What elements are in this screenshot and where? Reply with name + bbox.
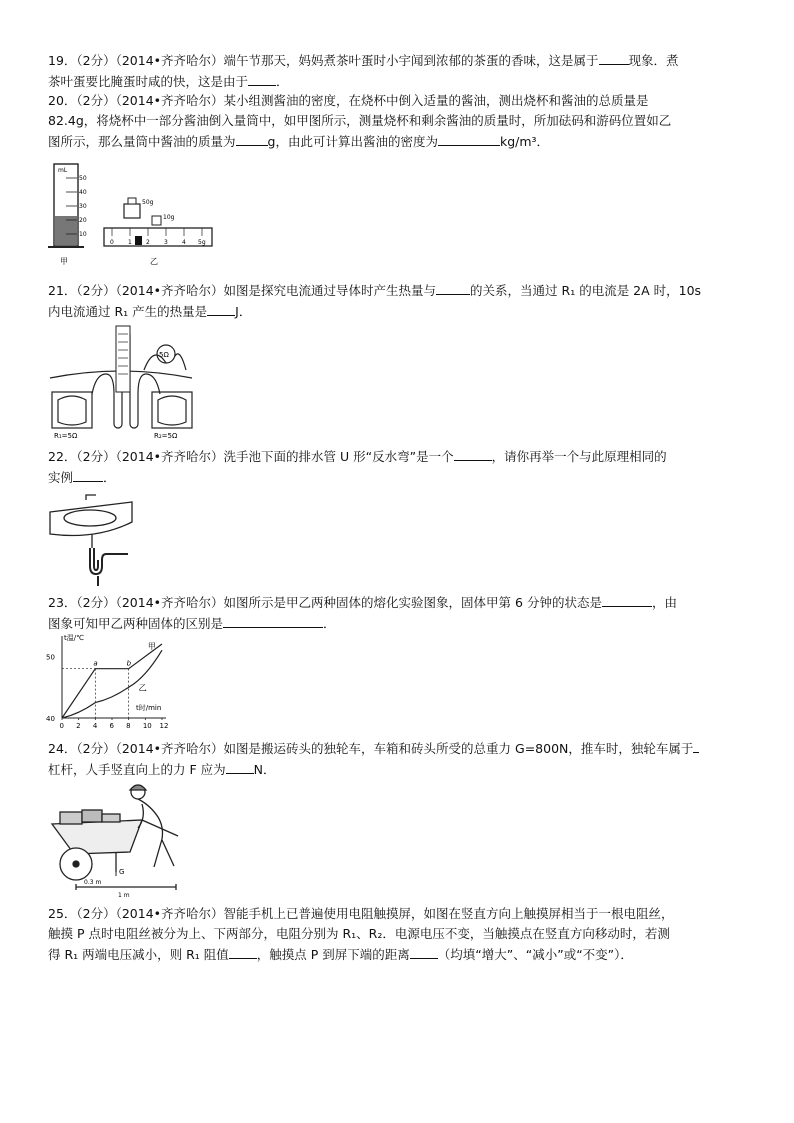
x-axis-label: t时/min: [136, 704, 162, 712]
q24-line-1: [48, 738, 748, 759]
x-tick-label: 0: [59, 722, 64, 730]
q20-blank-2[interactable]: [438, 131, 500, 146]
cylinder-tick: 10: [79, 231, 87, 238]
label-jia: 甲: [60, 257, 68, 266]
dimension-long-label: 1 m: [118, 892, 130, 898]
q22-line-1: [48, 446, 748, 467]
scale-tick: 4: [182, 239, 186, 246]
q21-text: 的关系，当通过 R₁ 的电流是 2A 时，10s: [470, 283, 702, 298]
q19-line-1: [48, 50, 748, 71]
question-20: [48, 91, 748, 152]
u-trap-pipe-icon: [90, 548, 128, 586]
graduated-cylinder-icon: [48, 164, 87, 266]
q20-blank-1[interactable]: [236, 131, 268, 146]
q20-text: g，由此可计算出酱油的密度为: [267, 134, 438, 149]
y-tick-label: 50: [46, 653, 55, 662]
q19-blank-1[interactable]: [599, 50, 629, 65]
q20-line-1: 20．（2分）（2014•齐齐哈尔）某小组测酱油的密度，在烧杯中倒入适量的酱油，测出烧杯和酱油的总质量是: [48, 93, 649, 108]
q25-text: 得 R₁ 两端电压减小，则 R₁ 阻值: [48, 947, 229, 962]
q21-text: J．: [235, 304, 252, 319]
annotation-a: a: [93, 659, 98, 668]
x-tick-label: 8: [126, 722, 131, 730]
q21-figure: [46, 322, 196, 440]
q19-text: 现象．煮: [628, 53, 679, 68]
q22-blank-1[interactable]: [454, 446, 492, 461]
annotation-b: b: [126, 659, 132, 668]
r1-label: R₁=5Ω: [54, 432, 78, 440]
q22-blank-2[interactable]: [73, 467, 103, 482]
x-tick-label: 10: [142, 722, 152, 730]
q25-line-2: 触摸 P 点时电阻丝被分为上、下两部分，电阻分别为 R₁、R₂．电源电压不变，当触摸点在竖直方向移动时，若测: [48, 926, 670, 941]
question-24: [48, 738, 748, 780]
resistor-label: 5Ω: [159, 351, 169, 359]
q22-text: ．: [103, 470, 116, 485]
dimension-short-label: 0.3 m: [84, 879, 102, 886]
cylinder-tick: 40: [79, 189, 87, 196]
x-tick-label: 12: [159, 722, 169, 730]
q22-text: 22．（2分）（2014•齐齐哈尔）洗手池下面的排水管 U 形“反水弯”是一个: [48, 449, 454, 464]
q20-text: 图所示，那么量筒中酱油的质量为: [48, 134, 236, 149]
scale-board-icon: [116, 326, 130, 392]
q21-blank-2[interactable]: [207, 301, 235, 316]
q24-figure: [46, 780, 186, 898]
r2-label: R₂=5Ω: [154, 432, 178, 440]
question-23: [48, 592, 748, 634]
label-yi: 乙: [150, 257, 158, 266]
q19-blank-2[interactable]: [248, 71, 276, 86]
cylinder-tick: 20: [79, 217, 87, 224]
q23-text: ．: [323, 616, 336, 631]
q25-text: （均填“增大”、“减小”或“不变”）．: [437, 947, 633, 962]
q25-line-3: [48, 944, 748, 965]
q23-text: 图象可知甲乙两种固体的区别是: [48, 616, 224, 631]
q20-figure: [46, 160, 216, 272]
q19-text: 19．（2分）（2014•齐齐哈尔）端午节那天，妈妈煮茶叶蛋时小宇闻到浓郁的茶蛋的香味，这是属于: [48, 53, 599, 68]
q22-text: 实例: [48, 470, 74, 485]
question-21: [48, 280, 748, 322]
q21-blank-1[interactable]: [436, 280, 470, 295]
q19-text: 茶叶蛋要比腌蛋时咸的快，这是由于: [48, 74, 249, 89]
sink-drain-figure: [46, 492, 138, 588]
weight-big-label: 50g: [142, 199, 154, 206]
q24-text: 24．（2分）（2014•齐齐哈尔）如图是搬运砖头的独轮车，车箱和砖头所受的总重力 G=800N，推车时，独轮车属于: [48, 741, 694, 756]
q24-text: N．: [253, 762, 276, 777]
x-tick-label: 2: [76, 722, 81, 730]
scale-tick: 2: [146, 239, 150, 246]
scale-tick: 5g: [198, 239, 206, 246]
q25-blank-1[interactable]: [229, 944, 257, 959]
q25-line-1: 25．（2分）（2014•齐齐哈尔）智能手机上已普遍使用电阻触摸屏，如图在竖直方向上触摸屏相当于一根电阻丝，: [48, 906, 674, 921]
q23-text: 23．（2分）（2014•齐齐哈尔）如图所示是甲乙两种固体的熔化实验图象，固体甲第 6 分钟的状态是: [48, 595, 602, 610]
question-19: [48, 50, 748, 92]
scale-tick: 3: [164, 239, 168, 246]
q21-line-2: [48, 301, 748, 322]
cylinder-tick: 50: [79, 175, 87, 182]
q23-line-1: [48, 592, 748, 613]
q20-line-2: 82.4g，将烧杯中一部分酱油倒入量筒中，如甲图所示，测量烧杯和剩余酱油的质量时，所加砝码和游码位置如乙: [48, 113, 672, 128]
q24-blank-2[interactable]: [226, 759, 254, 774]
sink-icon: [50, 495, 132, 548]
q24-blank-1[interactable]: [693, 738, 699, 753]
q21-line-1: [48, 280, 748, 301]
q21-text: 21．（2分）（2014•齐齐哈尔）如图是探究电流通过导体时产生热量与: [48, 283, 437, 298]
question-22: [48, 446, 748, 488]
q19-text: ．: [276, 74, 289, 89]
cylinder-unit: mL: [58, 167, 68, 174]
q25-blank-2[interactable]: [410, 944, 438, 959]
series-label-jia: 甲: [147, 641, 156, 651]
q25-text: ，触摸点 P 到屏下端的距离: [256, 947, 410, 962]
q20-line-3: [48, 131, 748, 152]
q19-line-2: [48, 71, 748, 92]
q20-text: kg/m³．: [499, 134, 550, 149]
x-tick-label: 6: [109, 722, 114, 730]
rider-scale-icon: [104, 228, 212, 266]
q22-text: ，请你再举一个与此原理相同的: [491, 449, 667, 464]
q23-blank-2[interactable]: [223, 613, 323, 628]
q22-line-2: [48, 467, 748, 488]
q23-blank-1[interactable]: [602, 592, 652, 607]
q23-text: ，由: [651, 595, 677, 610]
scale-tick: 0: [110, 239, 114, 246]
q24-text: 杠杆，人手竖直向上的力 F 应为: [48, 762, 226, 777]
force-g-label: G: [119, 868, 125, 876]
series-label-yi: 乙: [138, 683, 147, 693]
melting-chart: [44, 630, 174, 736]
y-tick-label: 40: [46, 715, 55, 723]
x-tick-label: 4: [92, 722, 98, 730]
weights-icon: [124, 198, 175, 225]
cylinder-tick: 30: [79, 203, 87, 210]
scale-tick: 1: [128, 239, 132, 246]
q24-line-2: [48, 759, 748, 780]
question-25: [48, 904, 748, 965]
y-axis-label: t温/℃: [64, 634, 84, 642]
weight-small-label: 10g: [163, 214, 175, 221]
q21-text: 内电流通过 R₁ 产生的热量是: [48, 304, 208, 319]
